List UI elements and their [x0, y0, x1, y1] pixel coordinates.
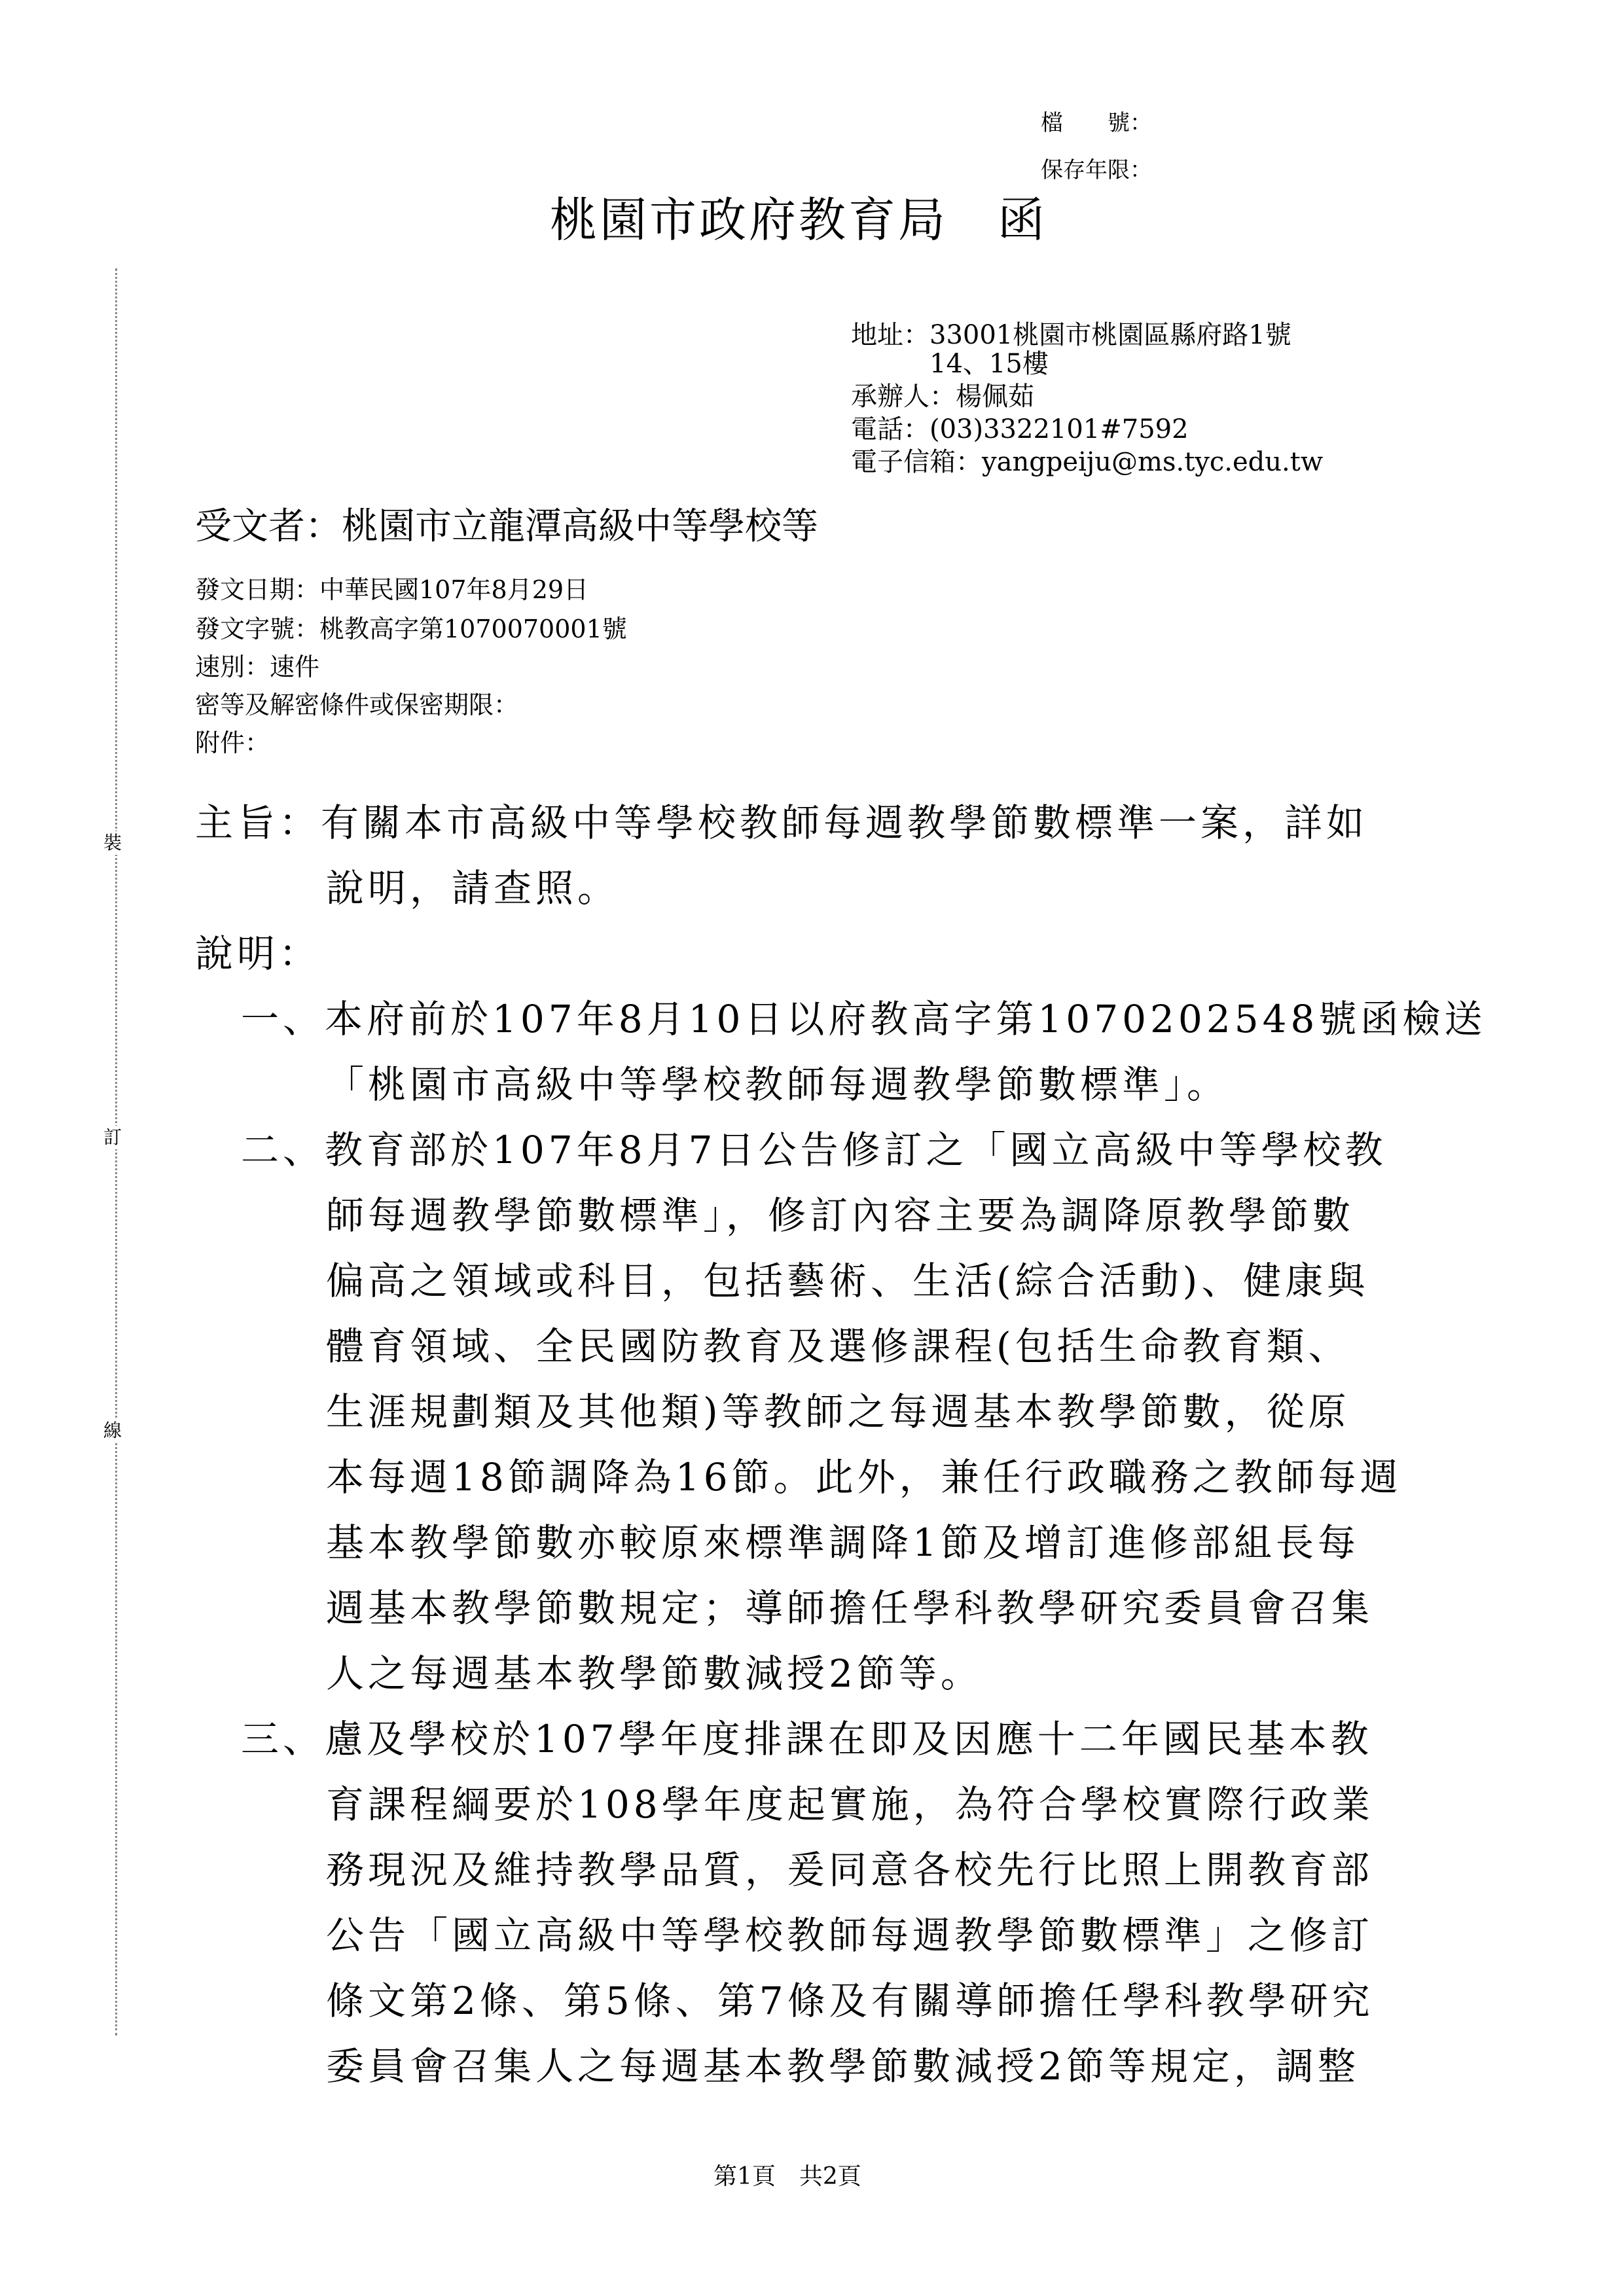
speed-class: 速別：速件 [195, 653, 320, 681]
subject-line-2: 說明，請查照。 [326, 866, 620, 910]
issue-date: 發文日期：中華民國107年8月29日 [195, 575, 589, 604]
item-3-line: 公告「國立高級中等學校教師每週教學節數標準」之修訂 [326, 1913, 1374, 1958]
item-2-line: 人之每週基本教學節數減授2節等。 [326, 1651, 983, 1696]
item-2-line: 體育領域、全民國防教育及選修課程(包括生命教育類、 [326, 1324, 1350, 1369]
explanation-label: 說明： [195, 931, 321, 976]
item-2-line: 生涯規劃類及其他類)等教師之每週基本教學節數，從原 [326, 1390, 1350, 1434]
item-3-line: 條文第2條、第5條、第7條及有關導師擔任學科教學研究 [326, 1979, 1374, 2023]
binding-mark-zhuang: 裝 [103, 832, 122, 853]
recipient: 受文者：桃園市立龍潭高級中等學校等 [195, 505, 818, 548]
secrecy-level: 密等及解密條件或保密期限： [195, 691, 519, 719]
item-1-line: 「桃園市高級中等學校教師每週教學節數標準」。 [326, 1062, 1229, 1107]
item-3-line: 育課程綱要於108學年度起實施，為符合學校實際行政業 [326, 1782, 1374, 1827]
item-1-line: 一、本府前於107年8月10日以府教高字第1070202548號函檢送 [241, 997, 1487, 1041]
item-3-line: 三、慮及學校於107學年度排課在即及因應十二年國民基本教 [241, 1717, 1373, 1761]
subject-line-1: 主旨：有關本市高級中等學校教師每週教學節數標準一案，詳如 [195, 800, 1369, 845]
page-number: 第1頁 共2頁 [713, 2163, 861, 2190]
contact-address-cont: 14、15樓 [851, 349, 1049, 379]
item-2-line: 師每週教學節數標準」，修訂內容主要為調降原教學節數 [326, 1193, 1355, 1238]
file-number-label: 檔 號： [1041, 110, 1152, 136]
binding-mark-xian: 線 [103, 1420, 122, 1441]
item-2-line: 偏高之領域或科目，包括藝術、生活(綜合活動)、健康與 [326, 1259, 1369, 1303]
item-3-line: 委員會召集人之每週基本教學節數減授2節等規定，調整 [326, 2044, 1360, 2089]
retention-period-label: 保存年限： [1041, 157, 1152, 183]
issue-number: 發文字號：桃教高字第1070070001號 [195, 615, 627, 643]
contact-address: 地址：33001桃園市桃園區縣府路1號 [851, 320, 1291, 350]
item-2-line: 本每週18節調降為16節。此外，兼任行政職務之教師每週 [326, 1455, 1402, 1499]
binding-line [115, 268, 117, 2036]
item-2-line: 週基本教學節數規定；導師擔任學科教學研究委員會召集 [326, 1586, 1374, 1630]
item-2-line: 二、教育部於107年8月7日公告修訂之「國立高級中等學校教 [241, 1128, 1387, 1172]
contact-handler: 承辦人：楊佩茹 [851, 382, 1034, 412]
binding-mark-ding: 訂 [103, 1126, 122, 1148]
item-3-line: 務現況及維持教學品質，爰同意各校先行比照上開教育部 [326, 1848, 1374, 1892]
document-title: 桃園市政府教育局 函 [550, 192, 1048, 247]
contact-email: 電子信箱：yangpeiju@ms.tyc.edu.tw [851, 447, 1324, 477]
item-2-line: 基本教學節數亦較原來標準調降1節及增訂進修部組長每 [326, 1520, 1360, 1565]
attachment: 附件： [195, 728, 270, 757]
contact-phone: 電話：(03)3322101#7592 [851, 414, 1189, 444]
